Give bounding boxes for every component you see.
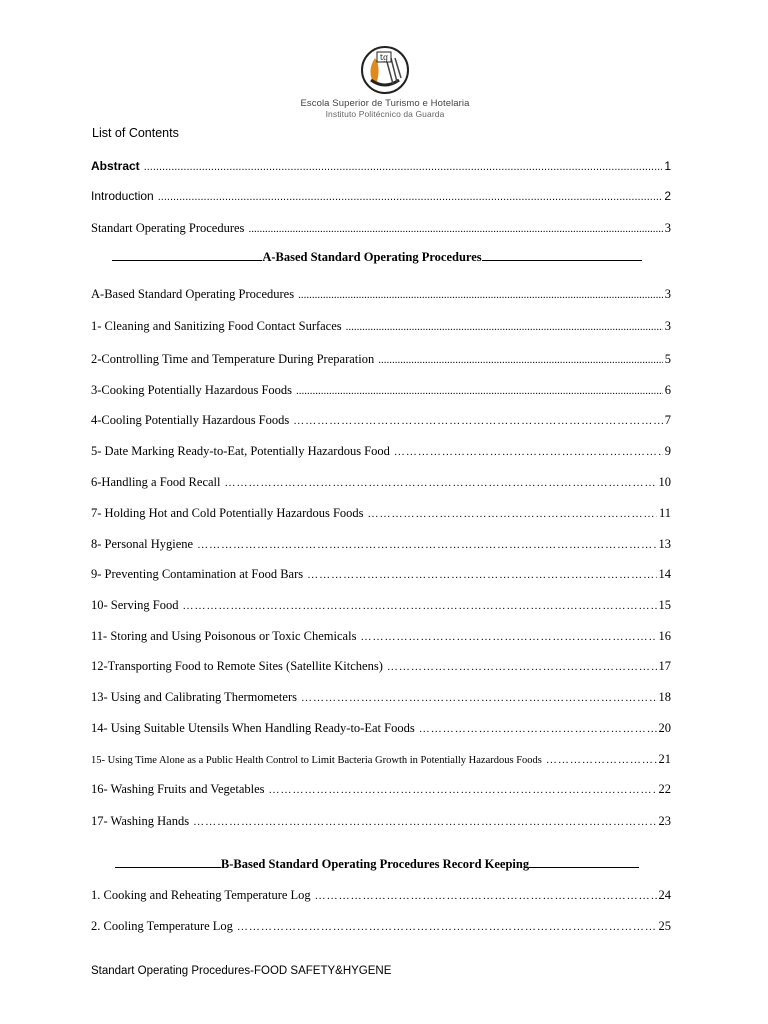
- toc-entry-label: 13- Using and Calibrating Thermometers: [91, 690, 297, 704]
- toc-entry-page: 18: [658, 690, 671, 704]
- toc-entry[interactable]: [91, 720, 671, 736]
- toc-entry[interactable]: [91, 382, 671, 398]
- toc-entry-label: 15- Using Time Alone as a Public Health Control to Limit Bacteria Growth in Potentially Hazardous Foods: [91, 755, 542, 766]
- toc-entry-label: 6-Handling a Food Recall: [91, 475, 221, 489]
- toc-entry-label: 2. Cooling Temperature Log: [91, 919, 233, 933]
- toc-entry-page: 6: [664, 383, 671, 397]
- toc-entry-label: 1- Cleaning and Sanitizing Food Contact Surfaces: [91, 319, 342, 333]
- toc-leader: [237, 919, 657, 934]
- toc-entry[interactable]: [91, 536, 671, 552]
- toc-entry-label: A-Based Standard Operating Procedures: [91, 287, 295, 301]
- toc-entry-label: Abstract: [91, 159, 140, 173]
- section-b-heading: [91, 857, 663, 872]
- toc-entry-page: 23: [658, 814, 671, 828]
- toc-entry-page: 3: [664, 319, 671, 333]
- toc-leader: [293, 413, 663, 428]
- toc-leader: [307, 567, 656, 582]
- school-name: Escola Superior de Turismo e Hotelaria: [300, 98, 470, 109]
- toc-entry-page: 15: [658, 598, 671, 612]
- toc-leader: [248, 221, 662, 236]
- toc-leader: [546, 752, 657, 767]
- toc-entry-page: 16: [658, 629, 671, 643]
- toc-entry[interactable]: [91, 220, 671, 236]
- toc-entry-label: Introduction: [91, 189, 154, 203]
- toc-entry-label: 4-Cooling Potentially Hazardous Foods: [91, 413, 290, 427]
- page-footer: Standart Operating Procedures-FOOD SAFETY&HYGENE: [91, 965, 392, 977]
- toc-entry[interactable]: [91, 505, 671, 521]
- toc-entry-page: 17: [658, 659, 671, 673]
- toc-entry[interactable]: [91, 658, 671, 674]
- school-logo: [300, 44, 470, 119]
- toc-leader: [368, 506, 657, 521]
- toc-entry-label: Standart Operating Procedures: [91, 221, 245, 235]
- toc-entry-page: 2: [664, 189, 671, 203]
- toc-entry-label: 1. Cooking and Reheating Temperature Log: [91, 888, 311, 902]
- toc-entry[interactable]: [91, 918, 671, 934]
- toc-leader: [378, 352, 663, 367]
- toc-entry[interactable]: [91, 751, 671, 767]
- toc-entry-page: 10: [658, 475, 671, 489]
- toc-leader: [269, 782, 657, 797]
- toc-leader: [419, 721, 657, 736]
- toc-entry[interactable]: [91, 318, 671, 334]
- toc-entry-label: 11- Storing and Using Poisonous or Toxic Chemicals: [91, 629, 357, 643]
- section-b-heading-text: B-Based Standard Operating Procedures Record Keeping: [220, 857, 530, 871]
- toc-entry-page: 14: [658, 567, 671, 581]
- toc-entry-page: 20: [658, 721, 671, 735]
- toc-entry[interactable]: [91, 597, 671, 613]
- toc-entry-label: 10- Serving Food: [91, 598, 179, 612]
- school-emblem-icon: [357, 44, 413, 96]
- toc-entry-page: 22: [658, 782, 671, 796]
- toc-leader: [183, 598, 657, 613]
- toc-entry[interactable]: [91, 286, 671, 302]
- toc-entry-label: 3-Cooking Potentially Hazardous Foods: [91, 383, 293, 397]
- toc-leader: [193, 814, 656, 829]
- toc-entry-label: 2-Controlling Time and Temperature During Preparation: [91, 352, 375, 366]
- toc-leader: [144, 159, 663, 174]
- toc-entry-label: 12-Transporting Food to Remote Sites (Satellite Kitchens): [91, 659, 383, 673]
- toc-leader: [298, 287, 663, 302]
- toc-entry[interactable]: [91, 628, 671, 644]
- institute-name: Instituto Politécnico da Guarda: [325, 109, 445, 119]
- toc-entry[interactable]: [91, 351, 671, 367]
- toc-entry-page: 11: [658, 506, 671, 520]
- toc-entry-label: 16- Washing Fruits and Vegetables: [91, 782, 265, 796]
- toc-leader: [315, 888, 657, 903]
- toc-leader: [158, 189, 663, 204]
- toc-entry[interactable]: [91, 158, 671, 174]
- toc-entry-label: 17- Washing Hands: [91, 814, 190, 828]
- toc-entry-label: 9- Preventing Contamination at Food Bars: [91, 567, 304, 581]
- toc-leader: [360, 629, 656, 644]
- toc-entry-page: 9: [664, 444, 671, 458]
- toc-entry-page: 24: [658, 888, 671, 902]
- toc-entry-label: 7- Holding Hot and Cold Potentially Hazardous Foods: [91, 506, 364, 520]
- toc-entry[interactable]: [91, 566, 671, 582]
- toc-entry[interactable]: [91, 474, 671, 490]
- toc-entry[interactable]: [91, 443, 671, 459]
- toc-entry[interactable]: [91, 781, 671, 797]
- toc-entry[interactable]: [91, 188, 671, 204]
- page-title: List of Contents: [92, 126, 179, 140]
- toc-leader: [296, 383, 663, 398]
- toc-leader: [394, 444, 663, 459]
- toc-entry[interactable]: [91, 412, 671, 428]
- toc-leader: [225, 475, 657, 490]
- toc-leader: [197, 537, 656, 552]
- toc-leader: [301, 690, 657, 705]
- toc-entry[interactable]: [91, 813, 671, 829]
- toc-entry-page: 3: [664, 287, 671, 301]
- toc-entry[interactable]: [91, 689, 671, 705]
- toc-entry-page: 1: [664, 159, 671, 173]
- toc-entry-page: 25: [658, 919, 671, 933]
- toc-entry-page: 13: [658, 537, 671, 551]
- toc-entry-page: 3: [664, 221, 671, 235]
- toc-entry-label: 8- Personal Hygiene: [91, 537, 194, 551]
- toc-entry-page: 21: [658, 752, 671, 766]
- toc-entry-label: 14- Using Suitable Utensils When Handling Ready-to-Eat Foods: [91, 721, 415, 735]
- toc-leader: [346, 319, 663, 334]
- toc-leader: [387, 659, 657, 674]
- toc-entry-page: 7: [664, 413, 671, 427]
- toc-entry[interactable]: [91, 887, 671, 903]
- toc-entry-page: 5: [664, 352, 671, 366]
- section-a-heading: [91, 250, 663, 265]
- section-a-heading-text: A-Based Standard Operating Procedures: [262, 250, 482, 264]
- svg-text:tg: tg: [379, 53, 389, 62]
- toc-entry-label: 5- Date Marking Ready-to-Eat, Potentially Hazardous Food: [91, 444, 390, 458]
